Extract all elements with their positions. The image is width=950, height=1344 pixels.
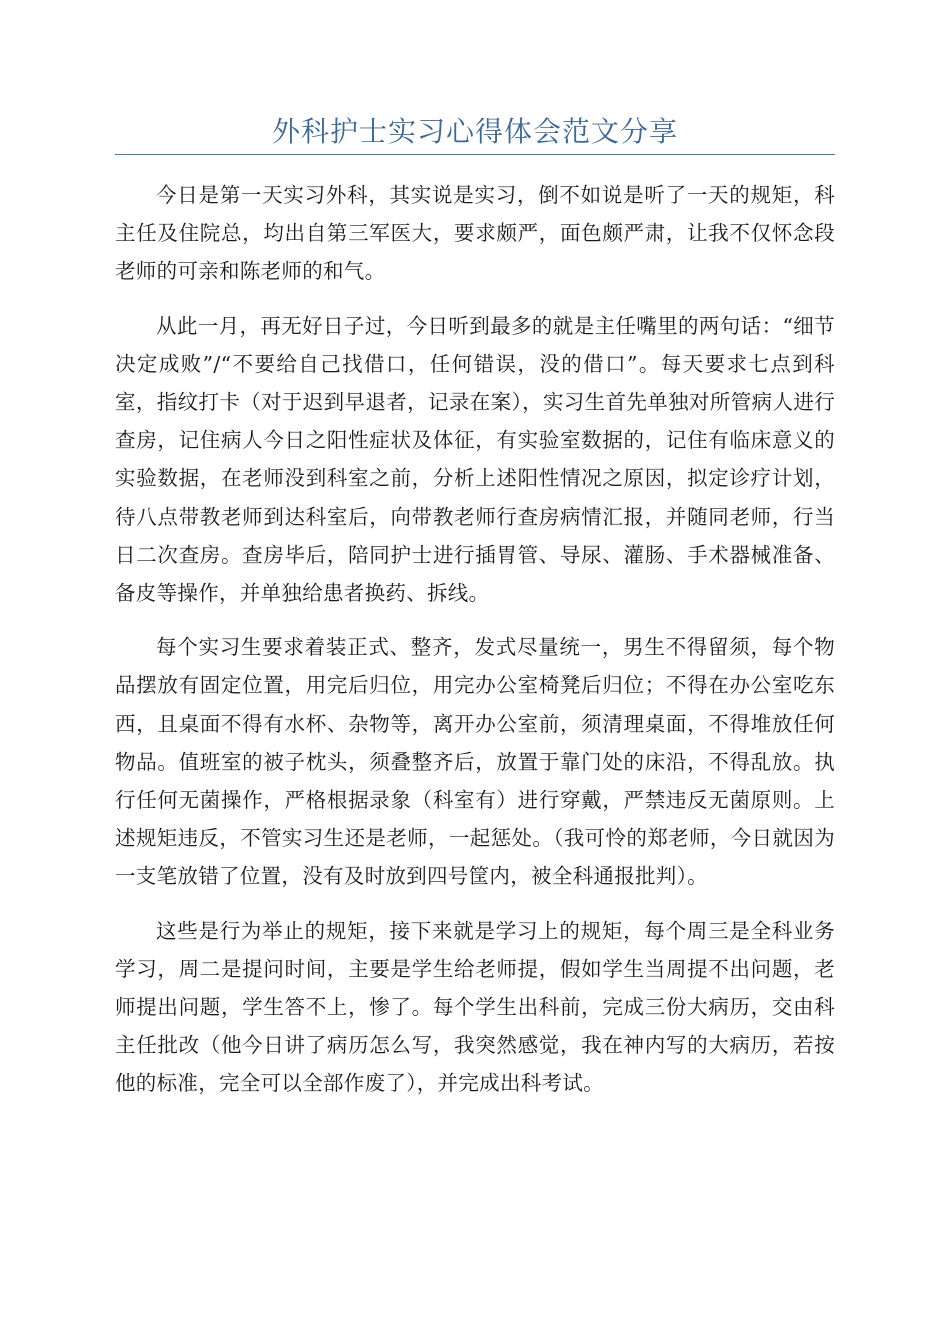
- paragraph-3: 每个实习生要求着装正式、整齐，发式尽量统一，男生不得留须，每个物品摆放有固定位置，用完后归位，用完办公室椅凳后归位；不得在办公室吃东西，且桌面不得有水杯、杂物等，离开办公室前，须清理桌面，不得堆放任何物品。值班室的被子枕头，须叠整齐后，放置于靠门处的床沿，不得乱放。执行任何无菌操作，严格根据录象（科室有）进行穿戴，严禁违反无菌原则。上述规矩违反，不管实习生还是老师，一起惩处。（我可怜的郑老师，今日就因为一支笔放错了位置，没有及时放到四号筐内，被全科通报批判）。: [115, 635, 835, 889]
- paragraph-1: 今日是第一天实习外科，其实说是实习，倒不如说是听了一天的规矩，科主任及住院总，均出自第三军医大，要求颇严，面色颇严肃，让我不仅怀念段老师的可亲和陈老师的和气。: [115, 183, 835, 284]
- page-title: 外科护士实习心得体会范文分享: [271, 115, 678, 148]
- document-body: [115, 176, 835, 1119]
- title-underline: [115, 154, 835, 155]
- paragraph-4: 这些是行为举止的规矩，接下来就是学习上的规矩，每个周三是全科业务学习，周二是提问时间，主要是学生给老师提，假如学生当周提不出问题，老师提出问题，学生答不上，惨了。每个学生出科前，完成三份大病历，交由科主任批改（他今日讲了病历怎么写，我突然感觉，我在神内写的大病历，若按他的标准，完全可以全部作废了），并完成出科考试。: [115, 918, 835, 1096]
- paragraph-2: 从此一月，再无好日子过，今日听到最多的就是主任嘴里的两句话：“细节决定成败”/“不要给自己找借口，任何错误，没的借口”。每天要求七点到科室，指纹打卡（对于迟到早退者，记录在案），实习生首先单独对所管病人进行查房，记住病人今日之阳性症状及体征，有实验室数据的，记住有临床意义的实验数据，在老师没到科室之前，分析上述阳性情况之原因，拟定诊疗计划，待八点带教老师到达科室后，向带教老师行查房病情汇报，并随同老师，行当日二次查房。查房毕后，陪同护士进行插胃管、导尿、灌肠、手术器械准备、备皮等操作，并单独给患者换药、拆线。: [115, 313, 835, 606]
